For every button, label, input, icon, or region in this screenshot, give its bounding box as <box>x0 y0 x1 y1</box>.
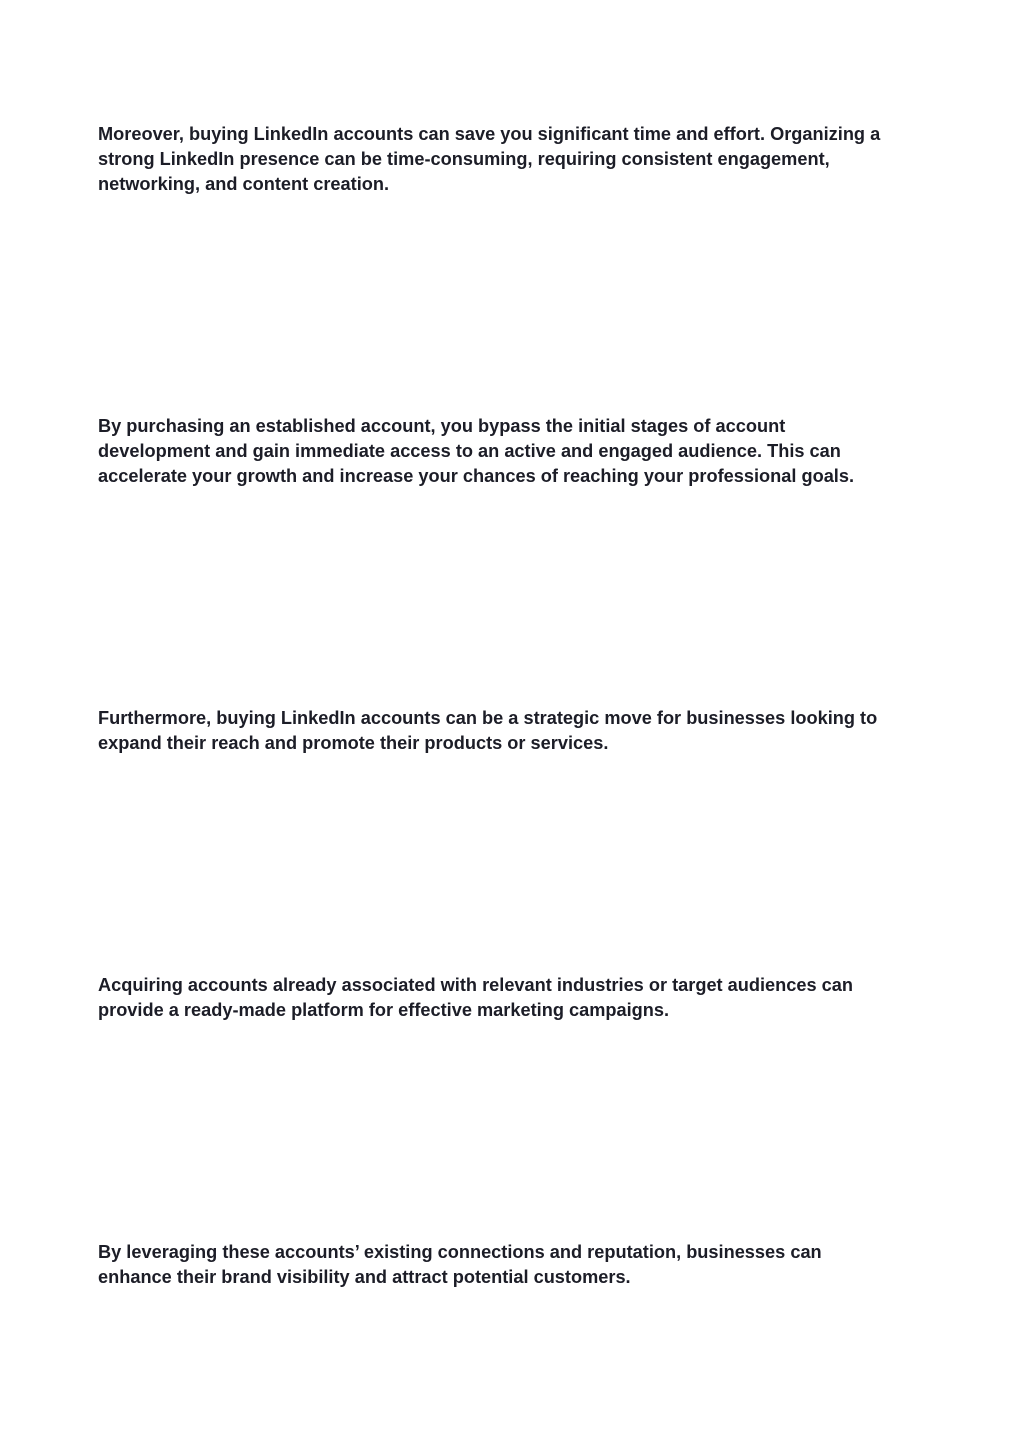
paragraph-line: By purchasing an established account, you bypass the initial stages of account <box>98 416 786 436</box>
paragraph-acquiring-accounts <box>98 973 924 1023</box>
paragraph-strategic-move <box>98 706 924 756</box>
paragraph-time-savings <box>98 122 924 197</box>
paragraph-line: expand their reach and promote their products or services. <box>98 733 609 753</box>
paragraph-line: networking, and content creation. <box>98 174 390 194</box>
paragraph-line: Moreover, buying LinkedIn accounts can save you significant time and effort. Organizing a <box>98 124 881 144</box>
paragraph-line: enhance their brand visibility and attract potential customers. <box>98 1267 631 1287</box>
paragraph-established-account <box>98 414 924 489</box>
paragraph-line: strong LinkedIn presence can be time-consuming, requiring consistent engagement, <box>98 149 830 169</box>
paragraph-line: By leveraging these accounts’ existing connections and reputation, businesses can <box>98 1242 822 1262</box>
paragraph-line: development and gain immediate access to an active and engaged audience. This can <box>98 441 841 461</box>
paragraph-brand-visibility <box>98 1240 924 1290</box>
paragraph-line: provide a ready-made platform for effective marketing campaigns. <box>98 1000 670 1020</box>
paragraph-line: Acquiring accounts already associated with relevant industries or target audiences can <box>98 975 854 995</box>
paragraph-line: Furthermore, buying LinkedIn accounts can be a strategic move for businesses looking to <box>98 708 878 728</box>
paragraph-line: accelerate your growth and increase your chances of reaching your professional goals. <box>98 466 855 486</box>
